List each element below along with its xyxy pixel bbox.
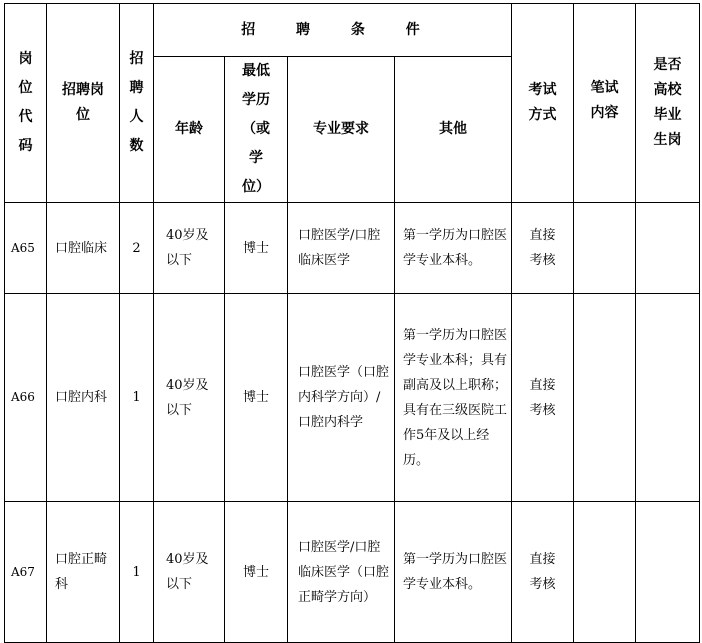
cell-other: 第一学历为口腔医学专业本科。 xyxy=(395,502,512,643)
cell-count: 2 xyxy=(120,203,154,294)
header-position: 招聘岗位 xyxy=(47,4,120,203)
cell-position: 口腔正畸科 xyxy=(47,502,120,643)
table-row xyxy=(5,502,700,643)
cell-age: 40岁及以下 xyxy=(154,502,225,643)
header-row-1 xyxy=(5,4,700,57)
cell-count: 1 xyxy=(120,294,154,502)
cell-code: A67 xyxy=(5,502,47,643)
cell-graduate-post xyxy=(636,203,700,294)
cell-education: 博士 xyxy=(225,294,288,502)
cell-age: 40岁及以下 xyxy=(154,294,225,502)
cell-education: 博士 xyxy=(225,203,288,294)
cell-age: 40岁及以下 xyxy=(154,203,225,294)
cell-position: 口腔临床 xyxy=(47,203,120,294)
cell-code: A65 xyxy=(5,203,47,294)
recruitment-table-wrapper xyxy=(4,3,699,643)
header-count: 招聘人数 xyxy=(120,4,154,203)
table-row xyxy=(5,294,700,502)
cell-count: 1 xyxy=(120,502,154,643)
header-education: 最低学历（或学位） xyxy=(225,57,288,203)
cell-other: 第一学历为口腔医学专业本科；具有副高及以上职称；具有在三级医院工作5年及以上经历。 xyxy=(395,294,512,502)
header-major: 专业要求 xyxy=(288,57,395,203)
cell-major: 口腔医学/口腔临床医学（口腔正畸学方向） xyxy=(288,502,395,643)
header-written-content: 笔试内容 xyxy=(574,4,636,203)
table-row xyxy=(5,203,700,294)
cell-exam-method: 直接考核 xyxy=(512,203,574,294)
cell-written-content xyxy=(574,203,636,294)
header-other: 其他 xyxy=(395,57,512,203)
cell-major: 口腔医学（口腔内科学方向）/口腔内科学 xyxy=(288,294,395,502)
cell-position: 口腔内科 xyxy=(47,294,120,502)
cell-code: A66 xyxy=(5,294,47,502)
header-age: 年龄 xyxy=(154,57,225,203)
cell-written-content xyxy=(574,294,636,502)
cell-education: 博士 xyxy=(225,502,288,643)
cell-written-content xyxy=(574,502,636,643)
cell-other: 第一学历为口腔医学专业本科。 xyxy=(395,203,512,294)
header-exam-method: 考试方式 xyxy=(512,4,574,203)
cell-exam-method: 直接考核 xyxy=(512,294,574,502)
cell-graduate-post xyxy=(636,294,700,502)
cell-major: 口腔医学/口腔临床医学 xyxy=(288,203,395,294)
recruitment-table xyxy=(4,3,700,643)
cell-graduate-post xyxy=(636,502,700,643)
header-conditions: 招 聘 条 件 xyxy=(154,4,512,57)
header-graduate-post: 是否高校毕业生岗 xyxy=(636,4,700,203)
cell-exam-method: 直接考核 xyxy=(512,502,574,643)
header-code: 岗位代码 xyxy=(5,4,47,203)
